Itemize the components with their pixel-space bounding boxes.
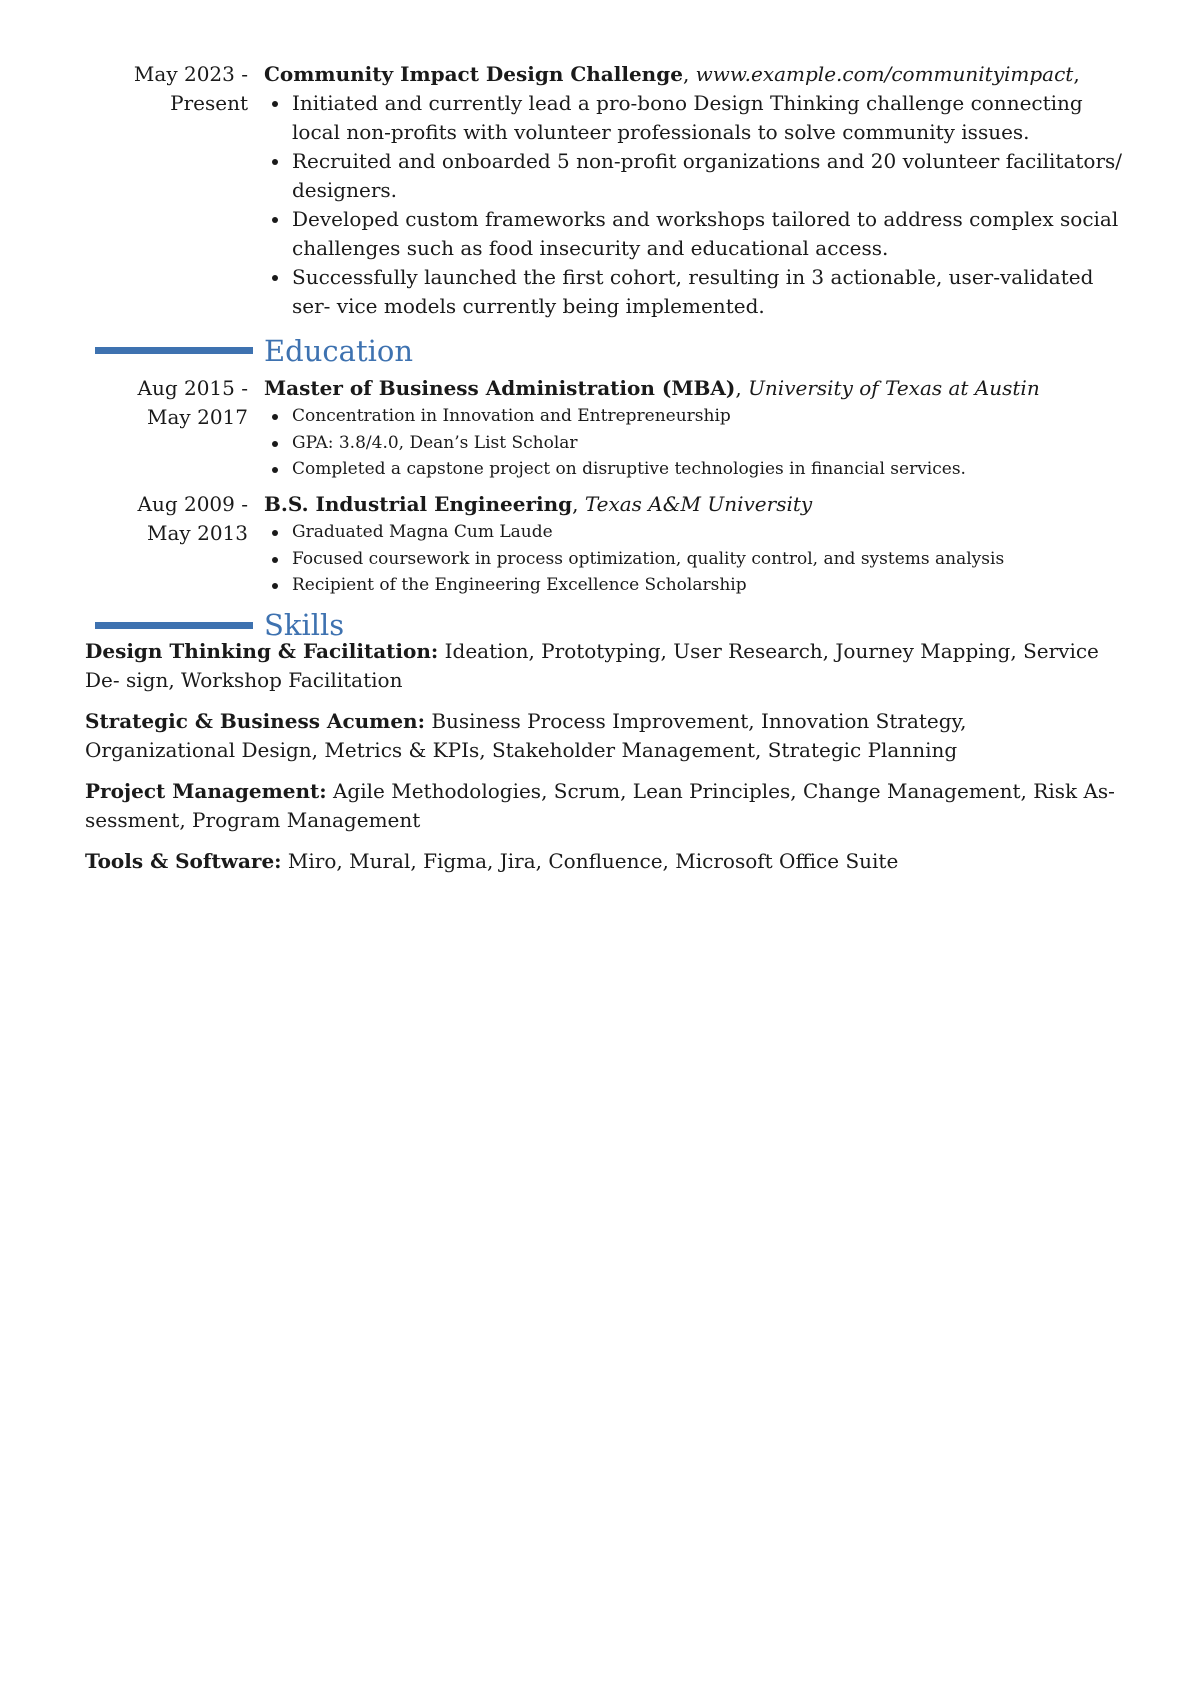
bullet-item: Graduated Magna Cum Laude (264, 519, 1124, 546)
bullet-item: Successfully launched the first cohort, resulting in 3 actionable, user-validated ser- vice models currently being implemented. (264, 263, 1124, 321)
section-title: Skills (264, 608, 345, 642)
bullet-item: GPA: 3.8/4.0, Dean’s List Scholar (264, 430, 1124, 457)
entry-date-end: May 2017 (147, 405, 248, 429)
entry-date (96, 374, 248, 432)
entry-bullet-list (264, 403, 1124, 483)
entry-date-start: Aug 2009 - (137, 492, 248, 516)
entry-title: Community Impact Design Challenge (264, 62, 683, 86)
entry-bullet-list (264, 89, 1124, 321)
skill-group (85, 637, 1115, 695)
skill-items: Business Process Improvement, Innovation Strategy, Organizational Design, Metrics & KPIs, Stakeholder Management, Strategic Planning (85, 709, 967, 762)
entry-heading (264, 60, 1124, 89)
entry-separator: , (735, 376, 749, 400)
entry-body (264, 374, 1124, 483)
skill-group (85, 777, 1115, 835)
section-title: Education (264, 334, 414, 368)
entry-bullet-list (264, 519, 1124, 599)
skill-items: Agile Methodologies, Scrum, Lean Principles, Change Management, Risk As- sessment, Program Management (85, 779, 1115, 832)
bullet-item: Recruited and onboarded 5 non-profit organizations and 20 volunteer facilitators/ designers. (264, 147, 1124, 205)
entry-date (96, 490, 248, 548)
skill-items: Miro, Mural, Figma, Jira, Confluence, Microsoft Office Suite (281, 849, 899, 873)
entry-body (264, 60, 1124, 321)
entry-date-start: May 2023 - (133, 62, 248, 86)
skill-items: Ideation, Prototyping, User Research, Journey Mapping, Service De- sign, Workshop Facilitation (85, 639, 1099, 692)
entry-date (96, 60, 248, 118)
school-name: University of Texas at Austin (748, 376, 1040, 400)
skill-group (85, 847, 1115, 876)
bullet-item: Initiated and currently lead a pro-bono Design Thinking challenge connecting local non-profits with volunteer professionals to solve community issues. (264, 89, 1124, 147)
bullet-item: Recipient of the Engineering Excellence Scholarship (264, 572, 1124, 599)
bullet-item: Concentration in Innovation and Entrepreneurship (264, 403, 1124, 430)
skill-category: Design Thinking & Facilitation: (85, 639, 439, 663)
section-accent-bar (95, 347, 253, 354)
bullet-item: Focused coursework in process optimization, quality control, and systems analysis (264, 546, 1124, 573)
degree-title: B.S. Industrial Engineering (264, 492, 573, 516)
skills-list (85, 637, 1115, 888)
section-accent-bar (95, 622, 253, 629)
skill-category: Tools & Software: (85, 849, 282, 873)
degree-title: Master of Business Administration (MBA) (264, 376, 736, 400)
bullet-item: Developed custom frameworks and workshops tailored to address complex social challenges such as food insecurity and educational access. (264, 205, 1124, 263)
school-name: Texas A&M University (584, 492, 813, 516)
section-education (0, 333, 1190, 369)
entry-date-end: Present (170, 91, 248, 115)
entry-body (264, 490, 1124, 599)
skill-category: Strategic & Business Acumen: (85, 709, 425, 733)
entry-heading (264, 374, 1124, 403)
entry-separator: , (682, 62, 696, 86)
entry-heading (264, 490, 1124, 519)
skill-category: Project Management: (85, 779, 327, 803)
bullet-item: Completed a capstone project on disruptive technologies in financial services. (264, 456, 1124, 483)
skill-group (85, 707, 1115, 765)
entry-date-start: Aug 2015 - (137, 376, 248, 400)
entry-url-link[interactable]: www.example.com/communityimpact (695, 62, 1074, 86)
entry-separator: , (572, 492, 585, 516)
entry-date-end: May 2013 (147, 521, 248, 545)
entry-trailing-comma: , (1073, 62, 1080, 86)
